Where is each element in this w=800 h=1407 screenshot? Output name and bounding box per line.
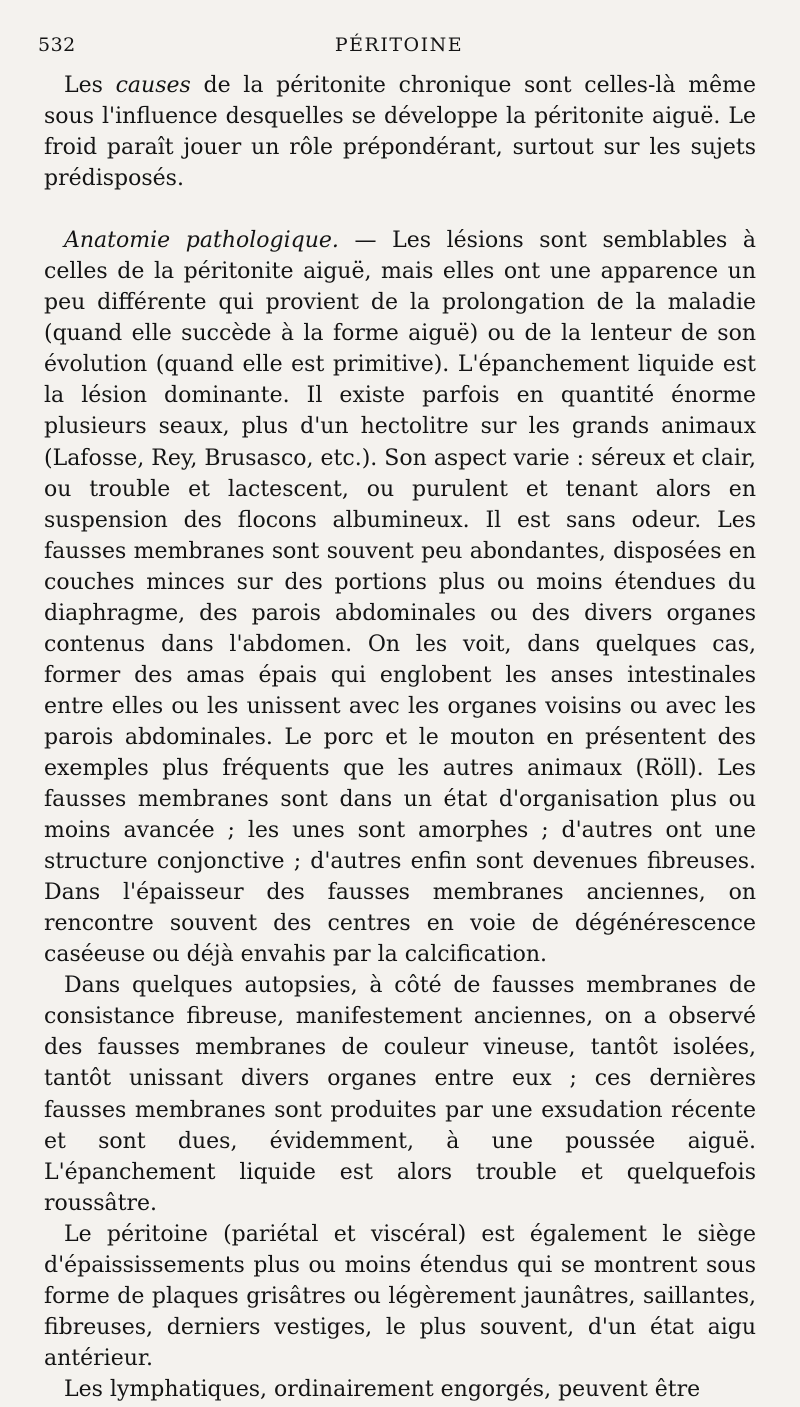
paragraph-autopsies: Dans quelques autopsies, à côté de fausses membranes de consistance fibreuse, manifestement anciennes, on a observé des fausses membranes de couleur vineuse, tantôt isolées, tantôt unissant divers organes entre eux ; ces dernières fausses membranes sont produites par une exsudation récente et sont dues, évidemment, à une poussée aiguë. L'épanchement liquide est alors trouble et quelquefois roussâtre. — [44, 973, 756, 1216]
running-title: PÉRITOINE — [334, 34, 464, 56]
running-head — [38, 34, 760, 60]
page-number: 532 — [38, 34, 76, 56]
paragraph-causes-text: de la péritonite chronique sont celles-là même sous l'influence desquelles se développe la péritonite aiguë. Le froid paraît jouer un rôle prépondérant, surtout sur les sujets prédisposés. — [44, 73, 756, 192]
body-text — [44, 70, 756, 1405]
paragraph-anatomie-text: — Les lésions sont semblables à celles de la péritonite aiguë, mais elles ont une apparence un peu différente qui provient de la prolongation de la maladie (quand elle succède à la forme aiguë) ou de la lenteur de son évolution (quand elle est primitive). L'épanchement liquide est la lésion dominante. Il existe parfois en quantité énorme plusieurs seaux, plus d'un hectolitre sur les grands animaux (Lafosse, Rey, Brusasco, etc.). Son aspect varie : séreux et clair, ou trouble et lactescent, ou purulent et tenant alors en suspension des flocons albumineux. Il est sans odeur. Les fausses membranes sont souvent peu abondantes, disposées en couches minces sur des portions plus ou moins étendues du diaphragme, des parois abdominales ou des divers organes contenus dans l'abdomen. On les voit, dans quelques cas, former des amas épais qui englobent les anses intestinales entre elles ou les unissent avec les organes voisins ou avec les parois abdominales. Le porc et le mouton en présentent des exemples plus fréquents que les autres animaux (Röll). Les fausses membranes sont dans un état d'organisation plus ou moins avancée ; les unes sont amorphes ; d'autres ont une structure conjonctive ; d'autres enfin sont devenues fibreuses. Dans l'épaisseur des fausses membranes anciennes, on rencontre souvent des centres en voie de dégénérescence caséeuse ou déjà envahis par la calcification. — [44, 228, 756, 968]
causes-emphasis: causes — [115, 73, 191, 98]
paragraph-causes — [44, 70, 756, 194]
section-heading-anatomie: Anatomie pathologique. — [64, 228, 339, 254]
paragraph-causes-lead: Les — [64, 73, 116, 98]
paragraph-anatomie — [44, 225, 756, 970]
paragraph-lymphatiques: Les lymphatiques, ordinairement engorgés, peuvent être — [64, 1376, 701, 1402]
paragraph-peritoine: Le péritoine (pariétal et viscéral) est également le siège d'épaississements plus ou moins étendus qui se montrent sous forme de plaques grisâtres ou légèrement jaunâtres, saillantes, fibreuses, derniers vestiges, le plus souvent, d'un état aigu antérieur. — [44, 1221, 756, 1371]
